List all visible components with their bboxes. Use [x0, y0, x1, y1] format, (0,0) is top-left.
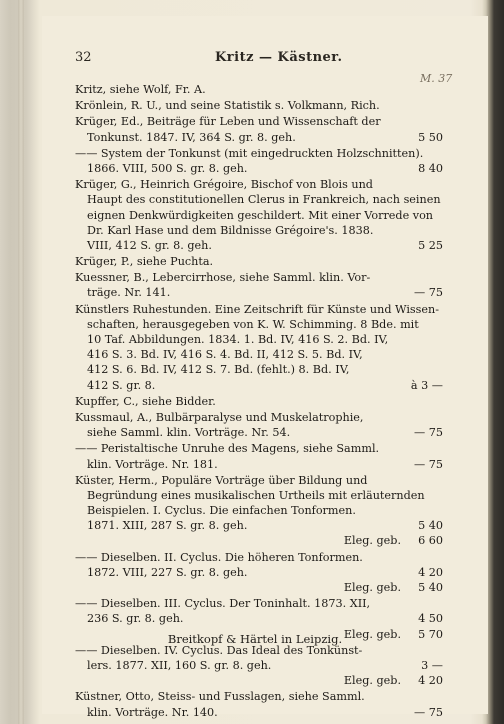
entry-text: Kritz, siehe Wolf, Fr. A.: [75, 83, 206, 96]
entry-text: Begründung eines musikalischen Urtheils mit erläuternden: [87, 488, 425, 502]
entry-line: [75, 362, 443, 377]
entry-text: Eleg. geb.: [343, 534, 401, 548]
catalog-entry: [75, 550, 443, 596]
entry-line: [75, 550, 443, 565]
entry-text: —— System der Tonkunst (mit eingedruckten Holzschnitten).: [75, 146, 424, 160]
catalog-entries: [75, 82, 443, 721]
entry-text: Krüger, Ed., Beiträge für Leben und Wissenschaft der: [75, 115, 381, 129]
entry-line: [75, 347, 443, 362]
entry-text: 412 S. 6. Bd. IV, 412 S. 7. Bd. (fehlt.) 8. Bd. IV,: [87, 363, 350, 377]
entry-price: 8 40: [418, 161, 443, 175]
entry-line: [75, 82, 443, 97]
entry-text: Küster, Herm., Populäre Vorträge über Bildung und: [75, 473, 368, 487]
entry-text: klin. Vorträge. Nr. 140.: [87, 705, 218, 719]
entry-line: [75, 473, 443, 488]
entry-text: lers. 1877. XII, 160 S. gr. 8. geh.: [87, 658, 272, 672]
catalog-entry: [75, 410, 443, 440]
catalog-entry: [75, 177, 443, 253]
entry-text: —— Peristaltische Unruhe des Magens, siehe Samml.: [75, 442, 380, 456]
entry-line: [75, 98, 443, 113]
entry-line: [75, 130, 443, 145]
catalog-entry: [75, 114, 443, 144]
entry-text: Dr. Karl Hase und dem Bildnisse Grégoire's. 1838.: [87, 223, 374, 237]
entry-text: 412 S. gr. 8.: [87, 378, 156, 392]
catalog-entry: [75, 394, 443, 409]
entry-text: Küstner, Otto, Steiss- und Fusslagen, siehe Samml.: [75, 690, 365, 704]
entry-text: Eleg. geb.: [343, 627, 401, 641]
entry-line: [75, 238, 443, 253]
entry-line: [75, 518, 443, 533]
entry-line: [75, 332, 443, 347]
entry-text: —— Dieselben. IV. Cyclus. Das Ideal des Tonkünst-: [75, 643, 363, 657]
running-head: Kritz — Kästner.: [215, 50, 343, 65]
entry-line: [75, 533, 443, 548]
entry-price: 4 50: [418, 612, 443, 626]
entry-line: [75, 114, 443, 129]
entry-line: [75, 177, 443, 192]
publisher-footer: Breitkopf & Härtel in Leipzig.: [167, 632, 343, 646]
entry-line: [75, 457, 443, 472]
entry-line: [75, 658, 443, 673]
entry-line: [75, 611, 443, 626]
entry-text: Kuessner, B., Lebercirrhose, siehe Samml. klin. Vor-: [75, 271, 371, 285]
page-header: [75, 46, 435, 68]
entry-text: klin. Vorträge. Nr. 181.: [87, 457, 218, 471]
entry-text: Kussmaul, A., Bulbärparalyse und Muskelatrophie,: [75, 410, 364, 424]
entry-line: [75, 580, 443, 595]
page-number: 32: [75, 50, 92, 65]
entry-text: träge. Nr. 141.: [87, 286, 171, 300]
entry-line: [75, 503, 443, 518]
catalog-entry: [75, 146, 443, 176]
entry-text: Kupffer, C., siehe Bidder.: [75, 394, 216, 408]
entry-text: Eleg. geb.: [343, 674, 401, 688]
entry-text: Eleg. geb.: [343, 581, 401, 594]
entry-line: [75, 192, 443, 207]
pencil-annotation: M. 37: [420, 72, 453, 85]
entry-price: — 75: [414, 457, 443, 471]
entry-text: —— Dieselben. II. Cyclus. Die höheren Tonformen.: [75, 550, 363, 564]
entry-text: VIII, 412 S. gr. 8. geh.: [87, 238, 212, 252]
page-gutter: [18, 0, 24, 724]
entry-line: [75, 705, 443, 720]
entry-text: siehe Samml. klin. Vorträge. Nr. 54.: [87, 426, 291, 440]
entry-text: —— Dieselben. III. Cyclus. Der Toninhalt. 1873. XII,: [75, 597, 371, 611]
entry-price: — 75: [414, 426, 443, 440]
entry-text: Krüger, P., siehe Puchta.: [75, 255, 214, 269]
entry-price: 4 20: [418, 565, 443, 579]
entry-text: Tonkunst. 1847. IV, 364 S. gr. 8. geh.: [87, 130, 296, 144]
entry-price: 5 25: [418, 238, 443, 252]
entry-price: 5 50: [418, 130, 443, 144]
entry-line: [75, 565, 443, 580]
entry-line: [75, 689, 443, 704]
entry-text: Krüger, G., Heinrich Grégoire, Bischof von Blois und: [75, 178, 373, 192]
entry-text: 1872. VIII, 227 S. gr. 8. geh.: [87, 565, 248, 579]
entry-text: 1866. VIII, 500 S. gr. 8. geh.: [87, 161, 248, 175]
entry-line: [75, 410, 443, 425]
entry-text: Beispielen. I. Cyclus. Die einfachen Tonformen.: [87, 504, 356, 518]
entry-line: [75, 270, 443, 285]
catalog-entry: [75, 270, 443, 300]
entry-line: [75, 146, 443, 161]
catalog-entry: [75, 254, 443, 269]
entry-line: [75, 441, 443, 456]
entry-line: [75, 161, 443, 176]
catalog-entry: [75, 689, 443, 719]
entry-line: [75, 317, 443, 332]
entry-text: Künstlers Ruhestunden. Eine Zeitschrift für Künste und Wissen-: [75, 302, 440, 316]
entry-line: [75, 394, 443, 409]
entry-line: [75, 378, 443, 393]
entry-line: [75, 302, 443, 317]
entry-line: [75, 254, 443, 269]
entry-line: [75, 223, 443, 238]
entry-price: 6 60: [418, 534, 443, 548]
entry-price: 5 70: [418, 627, 443, 641]
entry-line: [75, 488, 443, 503]
entry-text: 236 S. gr. 8. geh.: [87, 612, 184, 626]
catalog-entry: [75, 302, 443, 393]
entry-text: 10 Taf. Abbildungen. 1834. 1. Bd. IV, 416 S. 2. Bd. IV,: [87, 333, 389, 346]
entry-price: à 3 —: [410, 378, 443, 392]
catalog-entry: [75, 82, 443, 97]
catalog-entry: [75, 98, 443, 113]
entry-text: Haupt des constitutionellen Clerus in Frankreich, nach seinen: [87, 193, 441, 207]
entry-text: schaften, herausgegeben von K. W. Schimming. 8 Bde. mit: [87, 317, 419, 331]
catalog-entry: [75, 643, 443, 689]
catalog-entry: [75, 441, 443, 471]
entry-line: [75, 425, 443, 440]
entry-line: [75, 673, 443, 688]
entry-price: 4 20: [418, 674, 443, 688]
entry-text: eignen Denkwürdigkeiten geschildert. Mit einer Vorrede von: [87, 208, 434, 222]
entry-text: 416 S. 3. Bd. IV, 416 S. 4. Bd. II, 412 S. 5. Bd. IV,: [87, 348, 363, 362]
catalog-entry: [75, 473, 443, 549]
entry-text: Krönlein, R. U., und seine Statistik s. Volkmann, Rich.: [75, 99, 380, 113]
entry-price: 5 40: [418, 519, 443, 533]
entry-line: [75, 285, 443, 300]
entry-line: [75, 596, 443, 611]
entry-price: — 75: [414, 705, 443, 719]
entry-price: 3 —: [421, 658, 443, 672]
entry-price: 5 40: [418, 581, 443, 594]
entry-text: 1871. XIII, 287 S. gr. 8. geh.: [87, 519, 248, 533]
entry-price: — 75: [414, 286, 443, 300]
entry-line: [75, 208, 443, 223]
